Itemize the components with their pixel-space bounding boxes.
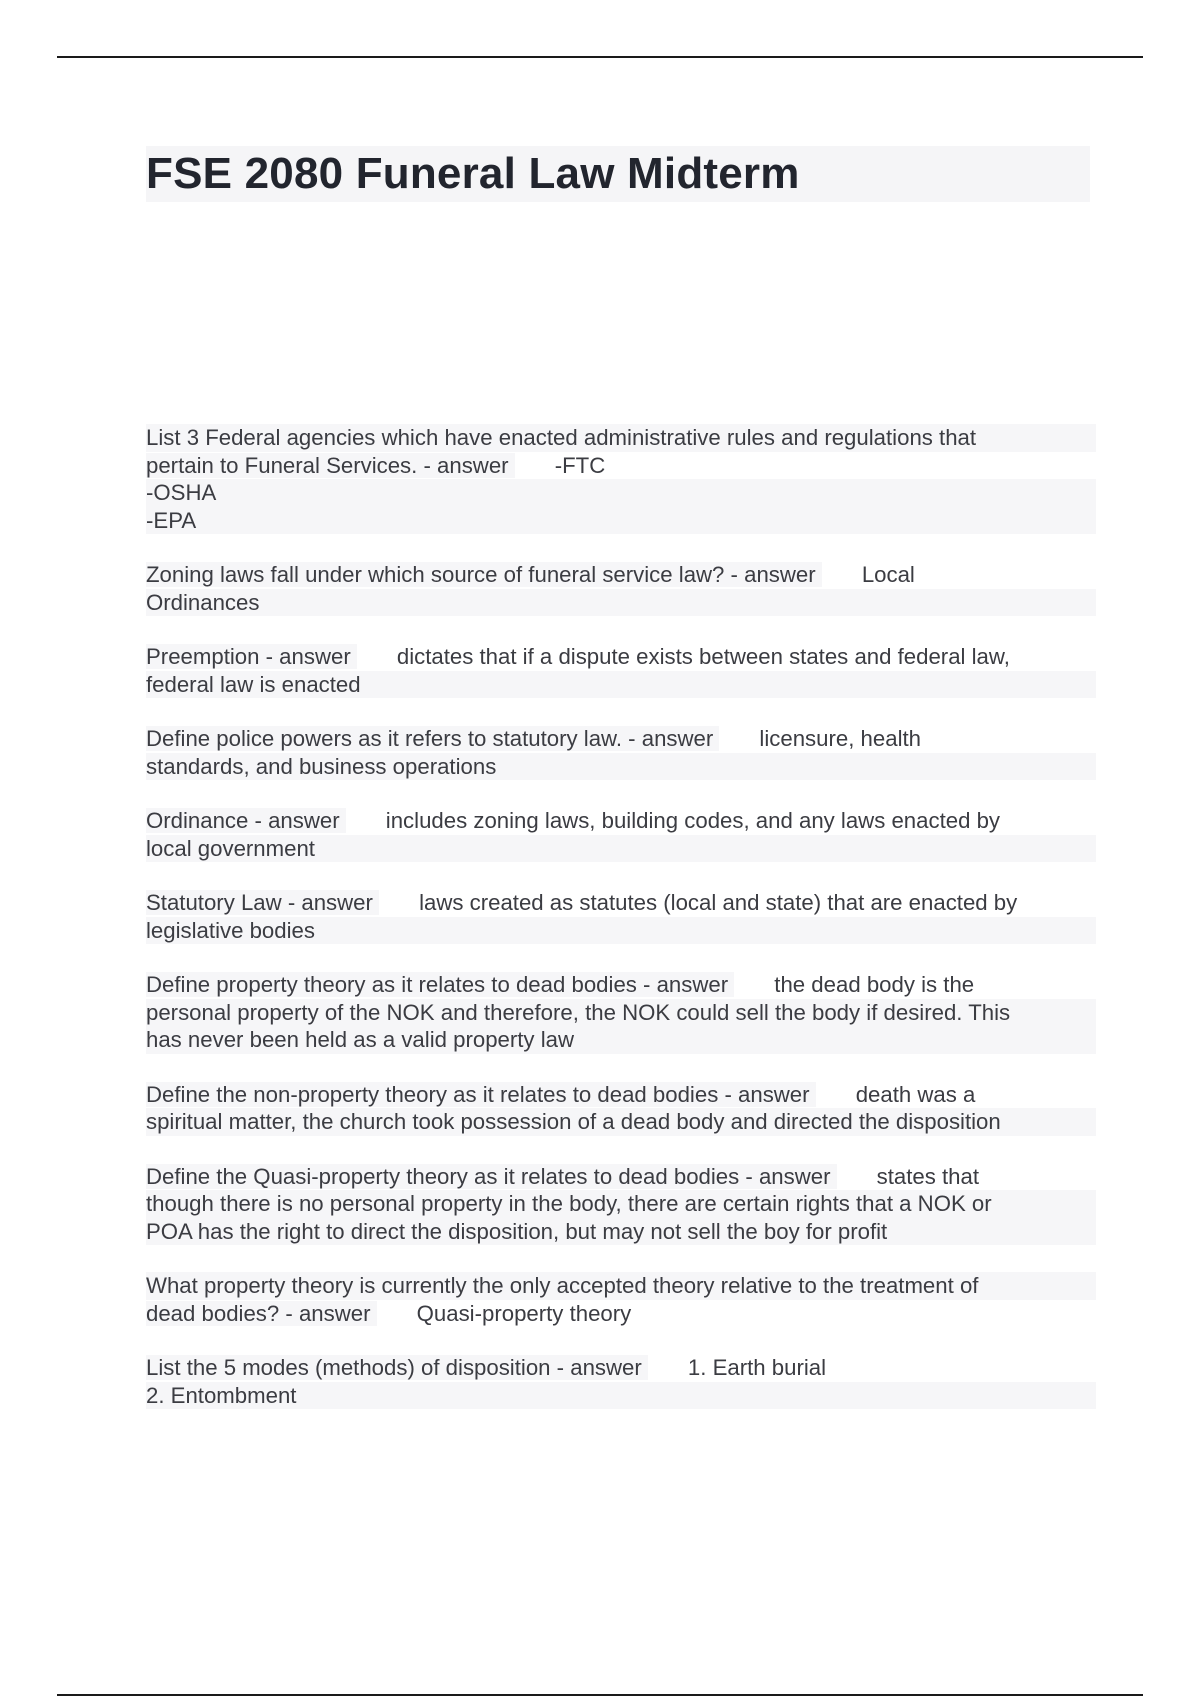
qa-answer: -FTC [554,452,606,478]
qa-line: Statutory Law - answer [146,890,380,915]
qa-answer: states that [876,1163,980,1189]
qa-answer: licensure, health [759,726,921,751]
qa-answer: 1. Earth burial [687,1355,827,1380]
qa-answer: laws created as statutes (local and state) that are enacted by [419,890,1018,915]
qa-line: pertain to Funeral Services. - answer [146,452,515,478]
qa-list [146,424,1096,1436]
qa-answer: death was a [855,1081,976,1107]
top-rule [57,56,1143,58]
qa-item [146,807,1096,862]
qa-line: standards, and business operations [146,753,1096,781]
bottom-rule [57,1694,1143,1696]
qa-line: Define the non-property theory as it relates to dead bodies - answer [146,1081,816,1107]
qa-answer: the dead body is the [774,972,975,997]
qa-line: local government [146,835,1096,863]
qa-item [146,424,1096,534]
qa-line: List the 5 modes (methods) of disposition - answer [146,1355,648,1380]
qa-item [146,889,1096,944]
qa-line: -OSHA [146,479,1096,507]
qa-line: List 3 Federal agencies which have enacted administrative rules and regulations that [146,424,1096,452]
qa-line: Ordinances [146,589,1096,617]
qa-line: Define the Quasi-property theory as it relates to dead bodies - answer [146,1163,837,1189]
qa-line: personal property of the NOK and therefore, the NOK could sell the body if desired. This [146,999,1096,1027]
qa-answer: Local [861,562,915,587]
qa-answer: includes zoning laws, building codes, and any laws enacted by [385,808,1001,833]
qa-line: Ordinance - answer [146,808,346,833]
qa-item [146,561,1096,616]
qa-item [146,971,1096,1054]
qa-item [146,1272,1096,1327]
qa-item [146,1081,1096,1136]
qa-line: 2. Entombment [146,1382,1096,1410]
qa-answer: dictates that if a dispute exists between states and federal law, [396,644,1010,669]
qa-line: federal law is enacted [146,671,1096,699]
qa-line: Define police powers as it refers to statutory law. - answer [146,726,720,751]
qa-line: though there is no personal property in the body, there are certain rights that a NOK or [146,1190,1096,1218]
qa-line: has never been held as a valid property law [146,1026,1096,1054]
qa-item [146,725,1096,780]
qa-line: What property theory is currently the only accepted theory relative to the treatment of [146,1272,1096,1300]
qa-line: Zoning laws fall under which source of funeral service law? - answer [146,562,822,587]
qa-line: spiritual matter, the church took possession of a dead body and directed the disposition [146,1108,1096,1136]
qa-line: Define property theory as it relates to dead bodies - answer [146,972,735,997]
qa-item [146,1163,1096,1246]
qa-item [146,1354,1096,1409]
qa-line: dead bodies? - answer [146,1300,377,1326]
document-title: FSE 2080 Funeral Law Midterm [146,146,1090,202]
qa-line: -EPA [146,507,1096,535]
qa-line: POA has the right to direct the disposition, but may not sell the boy for profit [146,1218,1096,1246]
qa-item [146,643,1096,698]
qa-line: legislative bodies [146,917,1096,945]
qa-line: Preemption - answer [146,644,357,669]
qa-answer: Quasi-property theory [416,1300,632,1326]
